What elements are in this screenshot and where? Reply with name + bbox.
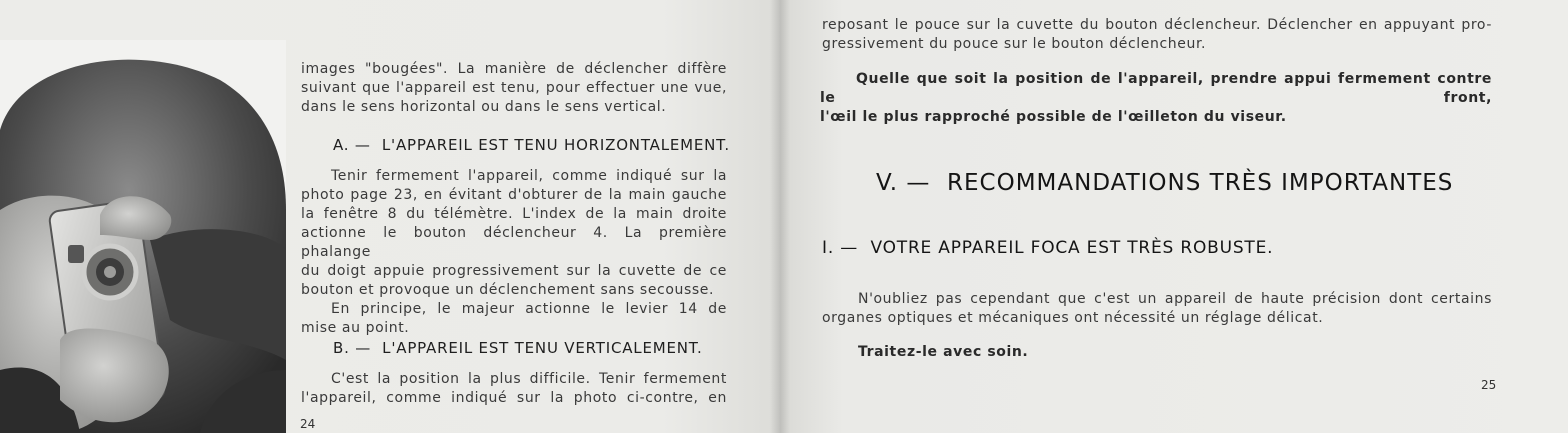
sub-title: VOTRE APPAREIL FOCA EST TRÈS ROBUSTE.	[870, 238, 1274, 258]
photo-woman-with-camera	[0, 40, 286, 433]
heading-b-title: L'APPAREIL EST TENU VERTICALEMENT.	[382, 339, 703, 357]
sub-prefix: I. —	[822, 238, 859, 258]
section-title: RECOMMANDATIONS TRÈS IMPORTANTES	[947, 170, 1454, 196]
sub-heading	[822, 238, 1273, 258]
right-paragraph-3	[822, 290, 1492, 328]
text-line: reposant le pouce sur la cuvette du bouton déclencheur. Déclencher en appuyant pro-	[822, 17, 1492, 33]
text-line: Quelle que soit la position de l'appareil, prendre appui fermement contre le front,	[820, 71, 1492, 106]
book-gutter	[770, 0, 790, 433]
heading-a-prefix: A. —	[333, 136, 371, 154]
section-heading	[876, 170, 1453, 196]
heading-b	[333, 339, 703, 357]
left-paragraph-2	[301, 167, 727, 338]
left-page	[0, 0, 780, 433]
camera-photo-illustration	[0, 40, 286, 433]
text-line: organes optiques et mécaniques ont nécessité un réglage délicat.	[822, 310, 1324, 326]
text-line: N'oubliez pas cependant que c'est un appareil de haute précision dont certains	[858, 291, 1492, 307]
left-paragraph-4	[301, 370, 727, 408]
text-line: En principe, le majeur actionne le levier 14 de	[331, 301, 727, 317]
page-number-right: 25	[1481, 378, 1497, 392]
text-line: photo page 23, en évitant d'obturer de la main gauche	[301, 187, 727, 203]
heading-a	[333, 136, 730, 154]
section-prefix: V. —	[876, 170, 931, 196]
text-line: l'œil le plus rapproché possible de l'œilleton du viseur.	[820, 109, 1287, 125]
left-paragraph-1	[301, 60, 727, 117]
right-page	[780, 0, 1568, 433]
text-line: suivant que l'appareil est tenu, pour effectuer une vue,	[301, 80, 727, 96]
heading-a-title: L'APPAREIL EST TENU HORIZONTALEMENT.	[381, 136, 730, 154]
page-number-left: 24	[300, 417, 316, 431]
text-line: gressivement du pouce sur le bouton déclencheur.	[822, 36, 1207, 52]
text-line: C'est la position la plus difficile. Tenir fermement	[331, 371, 727, 387]
heading-b-prefix: B. —	[333, 339, 372, 357]
text-line: Tenir fermement l'appareil, comme indiqué sur la	[331, 168, 727, 184]
right-paragraph-2	[820, 70, 1492, 127]
text-line: mise au point.	[301, 320, 410, 336]
text-line: la fenêtre 8 du télémètre. L'index de la main droite	[301, 206, 727, 222]
text-line: du doigt appuie progressivement sur la cuvette de ce	[301, 263, 727, 279]
right-paragraph-1	[822, 16, 1492, 54]
text-line: dans le sens horizontal ou dans le sens vertical.	[301, 99, 667, 115]
text-line: bouton et provoque un déclenchement sans secousse.	[301, 282, 715, 298]
text-line: actionne le bouton déclencheur 4. La première phalange	[301, 225, 727, 260]
right-paragraph-4: Traitez-le avec soin.	[858, 344, 1029, 360]
text-line: l'appareil, comme indiqué sur la photo ci-contre, en	[301, 390, 727, 406]
text-line: images "bougées". La manière de déclencher diffère	[301, 61, 727, 77]
